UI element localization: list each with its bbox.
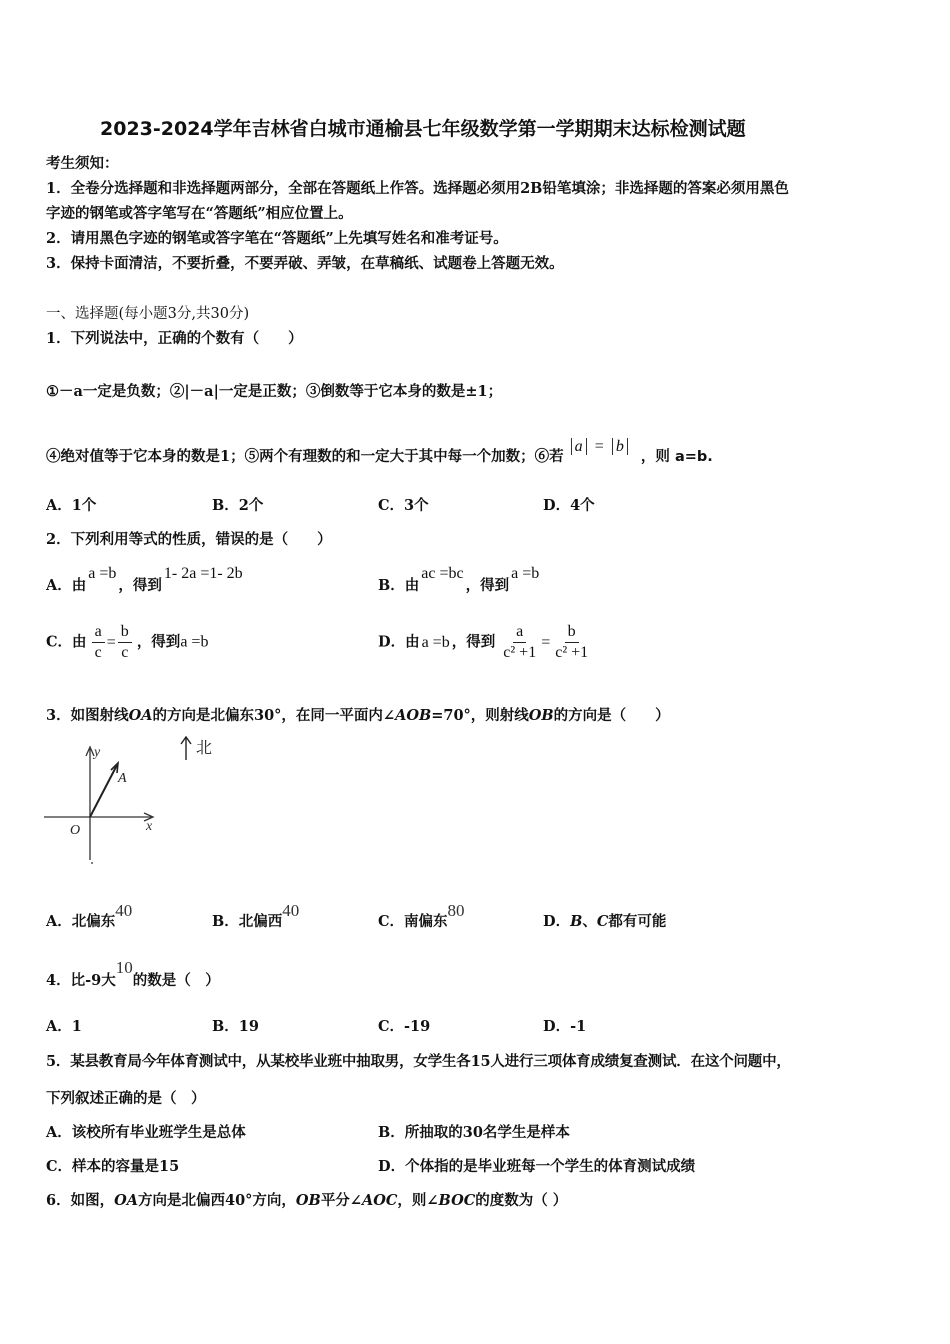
q5-option-c[interactable]: C．样本的容量是15 [46,1158,180,1175]
q3-option-a[interactable]: A．北偏东40 [46,901,133,930]
notice-heading: 考生须知： [46,155,119,172]
q1-option-a[interactable]: A．1个 [46,497,97,514]
q5-option-a[interactable]: A．该校所有毕业班学生是总体 [46,1124,246,1141]
notice-line-1a: 1．全卷分选择题和非选择题两部分，全部在答题纸上作答。选择题必须用2B铅笔填涂；非选择题的答案必须用黑色 [46,180,789,197]
q3-option-b[interactable]: B．北偏西40 [212,901,300,930]
x-label: x [146,819,153,834]
q1-option-c[interactable]: C．3个 [378,497,429,514]
q3-stem: 3．如图射线OA的方向是北偏东30°，在同一平面内∠AOB=70°，则射线OB的方向是（ ） [46,707,670,724]
q2-option-b[interactable]: B．由ac =bc，得到a =b [378,565,540,594]
q1-option-b[interactable]: B．2个 [212,497,264,514]
a-label: A [118,771,127,786]
q3-option-d[interactable]: D．B、C都有可能 [543,913,667,930]
notice-line-1b: 字迹的钢笔或答字笔写在“答题纸”相应位置上。 [46,205,353,222]
notice-line-3: 3．保持卡面清洁，不要折叠，不要弄破、弄皱，在草稿纸、试题卷上答题无效。 [46,255,564,272]
o-label: O [70,823,81,838]
q2-option-d[interactable]: D．由 a =b ，得到 $\frac{a}{\text{c² +1}}$ = $\frac{b}{\text{c² +1}}$ [378,623,589,661]
q2-option-c[interactable]: C．由 $\frac{a}{c}$ = $\frac{b}{c}$ ，得到a =b [46,623,209,661]
q3-option-c[interactable]: C．南偏东80 [378,901,465,930]
q5-option-b[interactable]: B．所抽取的30名学生是样本 [378,1124,570,1141]
q4-stem: 4．比-9大10的数是（ ） [46,958,220,989]
page-title: 2023-2024学年吉林省白城市通榆县七年级数学第一学期期末达标检测试题 [100,118,746,140]
q5-stem-line-2: 下列叙述正确的是（ ） [46,1090,206,1107]
y-label: y [94,745,101,760]
q1-option-d[interactable]: D．4个 [543,497,595,514]
ray-oa [90,765,117,817]
q1-line-2: ④绝对值等于它本身的数是1；⑤两个有理数的和一定大于其中每一个加数；⑥若 a = b ，则 a=b. [46,438,713,465]
abs-equation: a = b [571,438,633,455]
q4-option-b[interactable]: B．19 [212,1018,259,1035]
q5-stem-line-1: 5．某县教育局今年体育测试中，从某校毕业班中抽取男，女学生各15人进行三项体育成绩复查测试．在这个问题中， [46,1053,791,1070]
q4-option-c[interactable]: C．-19 [378,1018,431,1035]
q3-figure [40,732,230,867]
q6-stem: 6．如图，OA方向是北偏西40°方向，OB平分∠AOC，则∠BOC的度数为（ ） [46,1192,568,1209]
q5-option-d[interactable]: D．个体指的是毕业班每一个学生的体育测试成绩 [378,1158,696,1175]
q2-option-a[interactable]: A．由a =b，得到1- 2a =1- 2b [46,565,243,594]
q4-option-d[interactable]: D．-1 [543,1018,587,1035]
q1-stem: 1．下列说法中，正确的个数有（ ） [46,330,303,347]
section-heading: 一、选择题(每小题3分,共30分) [46,306,250,322]
north-label: 北 [196,738,213,757]
notice-line-2: 2．请用黑色字迹的钢笔或答字笔在“答题纸”上先填写姓名和准考证号。 [46,230,508,247]
q1-line-1: ①－a一定是负数；②|－a|一定是正数；③倒数等于它本身的数是±1； [46,383,503,400]
q2-stem: 2．下列利用等式的性质，错误的是（ ） [46,531,332,548]
q4-option-a[interactable]: A．1 [46,1018,82,1035]
